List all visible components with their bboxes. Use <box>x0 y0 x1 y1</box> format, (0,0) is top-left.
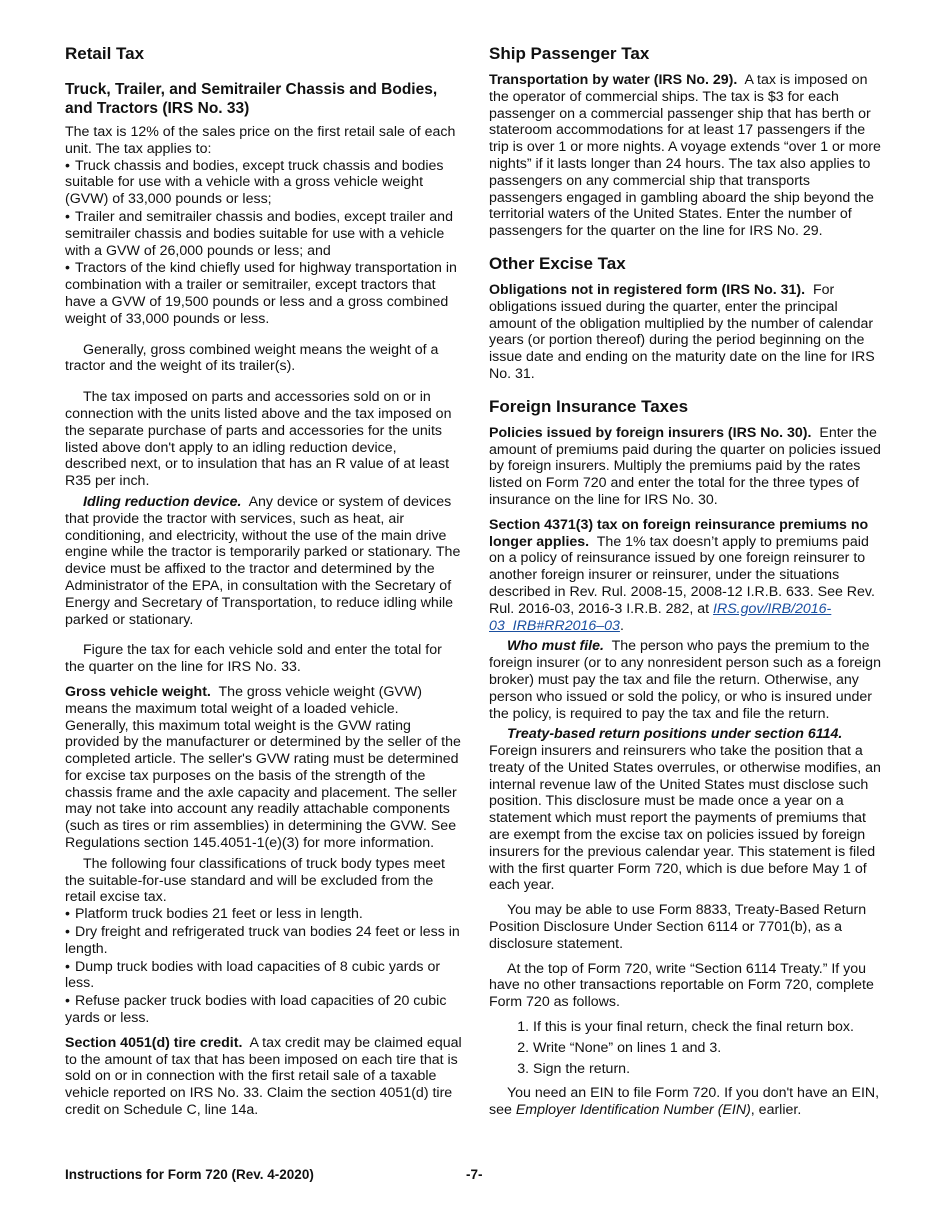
top-of-form-paragraph: At the top of Form 720, write “Section 6114 Treaty.” If you have no other transactions reportable on Form 720, complete Form 720 as follows. <box>489 960 874 1011</box>
ein-paragraph <box>489 1085 887 1119</box>
truck-heading: Truck, Trailer, and Semitrailer Chassis and Bodies, and Tractors (IRS No. 33) <box>65 81 438 117</box>
ein-reference: Employer Identification Number (EIN) <box>515 1102 751 1119</box>
list-item: • Platform truck bodies 21 feet or less in length. <box>65 906 462 923</box>
ship-heading: Ship Passenger Tax <box>489 44 650 63</box>
idling-label: Idling reduction device. <box>83 493 242 510</box>
page-number: -7- <box>466 1167 483 1182</box>
list-item: 1. If this is your final return, check the final return box. <box>533 1019 887 1036</box>
list-item: 2. Write “None” on lines 1 and 3. <box>533 1040 887 1057</box>
tire-paragraph <box>65 1035 462 1119</box>
obligations-paragraph <box>489 282 887 383</box>
who-paragraph <box>489 638 887 722</box>
obligations-label: Obligations not in registered form (IRS No. 31). <box>489 281 806 298</box>
tire-label: Section 4051(d) tire credit. <box>65 1034 243 1051</box>
who-text: The person who pays the premium to the foreign insurer (or to any nonresident person such as a foreign broker) must pay the tax and file the return. Otherwise, any person who issued or sold the policy, or who is insured under the policy, is required to pay the tax and file the return. <box>489 638 881 722</box>
gcw-paragraph: Generally, gross combined weight means the weight of a tractor and the weight of its trailer(s). <box>65 341 439 375</box>
parts-paragraph: The tax imposed on parts and accessories sold on or in connection with the units listed above and the tax imposed on the separate purchase of parts and accessories for the units listed above don't apply to an idling reduction device, described next, or to insulation that has an R value of at least R35 per inch. <box>65 389 452 490</box>
ship-text: A tax is imposed on the operator of commercial ships. The tax is $3 for each passenger on a commercial passenger ship that has berth or stateroom accommodations for at least 17 passengers if the trip is over 1 or more nights. A voyage extends “over 1 or more nights” if it lasts longer than 24 hours. The tax also applies to passengers on any commercial ship that transports passengers engaged in gambling aboard the ship beyond the territorial waters of the United States. Enter the number of passengers for the quarter on the line for IRS No. 29. <box>489 72 881 240</box>
list-item: • Refuse packer truck bodies with load capacities of 20 cubic yards or less. <box>65 993 462 1027</box>
footer-title: Instructions for Form 720 (Rev. 4-2020) <box>65 1167 314 1182</box>
list-item: • Dry freight and refrigerated truck van bodies 24 feet or less in length. <box>65 924 462 958</box>
treaty-label: Treaty-based return positions under section 6114. <box>507 726 843 743</box>
gvw-text: The gross vehicle weight (GVW) means the maximum total weight of a loaded vehicle. Generally, this maximum total weight is the GVW rating provided by the manufacturer or determined by the seller of the completed article. The seller's GVW rating must be determined for excise tax purposes on the basis of the strength of the chassis frame and the axle capacity and placement. The seller may not take into account any readily attachable components (such as tires or rim assemblies) in determining the GVW. See Regulations section 145.4051-1(e)(3) for more information. <box>65 683 461 852</box>
ship-paragraph <box>489 72 887 240</box>
policies-paragraph <box>489 425 887 509</box>
class-bullet-list <box>65 906 462 1027</box>
form8833-paragraph: You may be able to use Form 8833, Treaty-Based Return Position Disclosure Under Section 6114 or 7701(b), as a disclosure statement. <box>489 902 867 952</box>
irs-irb-link[interactable]: IRS.gov/IRB/2016-03_IRB#RR2016–03 <box>489 600 832 634</box>
ein-text: You need an EIN to file Form 720. If you don't have an EIN, see <box>489 1085 880 1119</box>
policies-text: Enter the amount of premiums paid during the quarter on policies issued by foreign insurers. Multiply the premiums paid by the rates listed on Form 720 and enter the total for the three types of insurance on the line for IRS No. 30. <box>489 424 881 508</box>
ship-label: Transportation by water (IRS No. 29). <box>489 72 738 88</box>
treaty-text: Foreign insurers and reinsurers who take the position that a treaty of the United States overrules, or otherwise modifies, an internal revenue law of the United States must disclose such position. This disclosure must be made once a year on a statement which must report the payments of premiums that are exempt from the excise tax on policies issued by foreign insurers for the previous calendar year. This statement is filed with the first quarter Form 720, which is due before May 1 of each year. <box>489 743 881 894</box>
foreign-insurance-heading: Foreign Insurance Taxes <box>489 396 689 416</box>
left-column <box>65 40 462 1127</box>
right-column <box>489 40 887 1127</box>
ein-tail: , earlier. <box>750 1102 802 1119</box>
who-label: Who must file. <box>507 638 604 655</box>
tire-text: A tax credit may be claimed equal to the amount of tax that has been imposed on each tire that is sold on or in connection with the first retail sale of a taxable vehicle reported on IRS No. 33. Claim the section 4051(d) tire credit on Schedule C, line 14a. <box>65 1034 462 1119</box>
gvw-label: Gross vehicle weight. <box>65 683 211 700</box>
idling-paragraph <box>65 494 462 628</box>
obligations-text: For obligations issued during the quarter, enter the principal amount of the obligation multiplied by the number of calendar years (or portion thereof) during the period beginning on the issue date and ending on the maturity date on the line for IRS No. 31. <box>489 281 875 382</box>
sec4371-label: Section 4371(3) tax on foreign reinsurance premiums no longer applies. <box>489 516 869 550</box>
sec4371-text: The 1% tax doesn’t apply to premiums paid on a policy of reinsurance issued by one foreign reinsurer to another foreign insurer or reinsurer, under the situations described in Rev. Rul. 2008-15, 2008-12 I.R.B. 633. See Rev. Rul. 2016-03, 2016-3 I.R.B. 282, at <box>489 533 875 617</box>
idling-text: Any device or system of devices that provide the tractor with services, such as heat, air conditioning, and electricity, without the use of the main drive engine while the tractor is temporarily parked or stationary. The device must be affixed to the tractor and determined by the Administrator of the EPA, in consultation with the Secretary of Energy and Secretary of Transportation, to reduce idling while parked or stationary. <box>65 493 461 628</box>
list-item: • Truck chassis and bodies, except truck chassis and bodies suitable for use with a vehicle with a gross vehicle weight (GVW) of 33,000 pounds or less; <box>65 158 462 208</box>
steps-list <box>489 1019 887 1077</box>
classes-paragraph: The following four classifications of truck body types meet the suitable-for-use standard and will be excluded from the retail excise tax. <box>65 855 445 906</box>
sec4371-paragraph: Section 4371(3) tax on foreign reinsurance premiums no longer applies. The 1% tax doesn’t apply to premiums paid on a policy of reinsurance issued by one foreign reinsurer to another foreign insurer or reinsurer, under the situations described in Rev. Rul. 2008-15, 2008-12 I.R.B. 633. See Rev. Rul. 2016-03, 2016-3 I.R.B. 282, at IRS.gov/IRB/2016-03_IRB#RR2016–03. <box>489 516 875 634</box>
truck-intro: The tax is 12% of the sales price on the first retail sale of each unit. The tax applies to: <box>65 124 456 157</box>
figure-paragraph: Figure the tax for each vehicle sold and enter the total for the quarter on the line for IRS No. 33. <box>65 642 442 676</box>
treaty-paragraph <box>489 726 887 894</box>
list-item: • Tractors of the kind chiefly used for highway transportation in combination with a trailer or semitrailer, except tractors that have a GVW of 19,500 pounds or less and a gross combined weight of 33,000 pounds or less. <box>65 260 462 327</box>
truck-bullet-list <box>65 158 462 328</box>
gvw-paragraph <box>65 684 462 852</box>
list-item: • Trailer and semitrailer chassis and bodies, except trailer and semitrailer chassis and bodies suitable for use with a vehicle with a GVW of 26,000 pounds or less; and <box>65 209 462 259</box>
retail-tax-heading: Retail Tax <box>65 44 145 63</box>
other-excise-heading: Other Excise Tax <box>489 253 626 273</box>
policies-label: Policies issued by foreign insurers (IRS No. 30). <box>489 424 812 441</box>
list-item: 3. Sign the return. <box>533 1061 887 1078</box>
list-item: • Dump truck bodies with load capacities of 8 cubic yards or less. <box>65 959 462 993</box>
